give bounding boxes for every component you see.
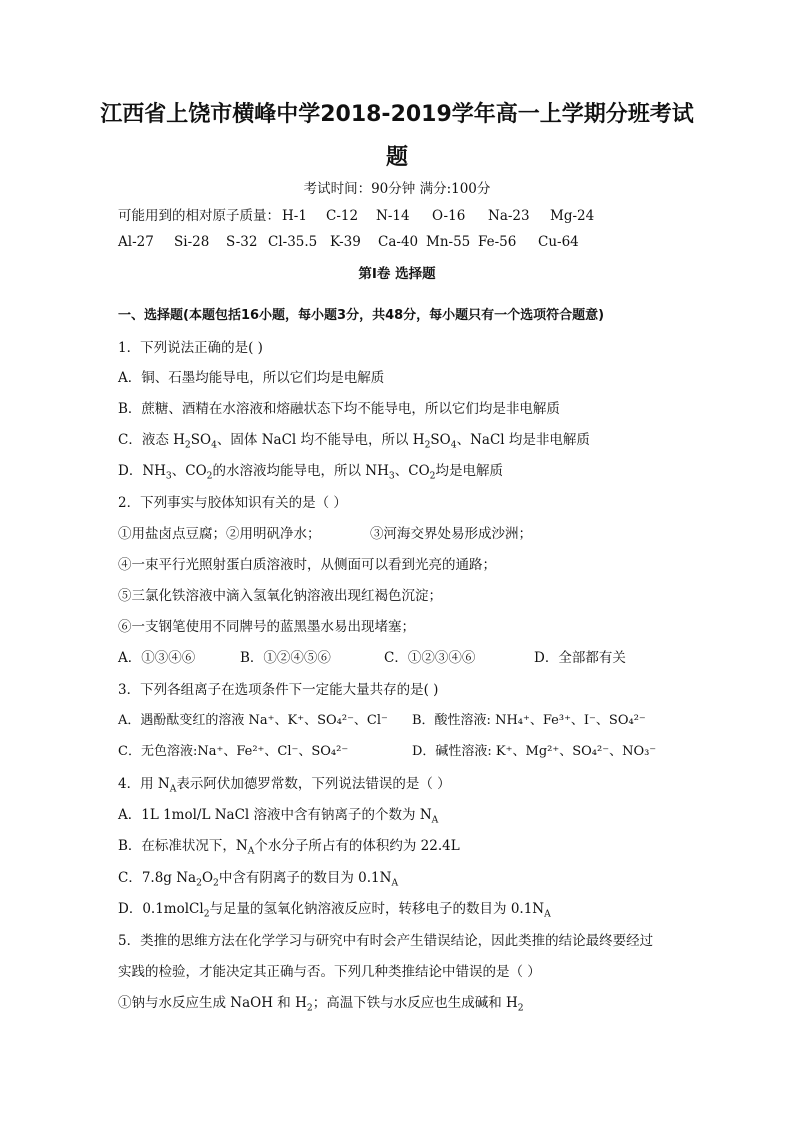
- atomic-mass: K-39: [330, 234, 361, 250]
- atomic-masses-row2: [118, 233, 579, 251]
- q2-item-5: ⑤三氯化铁溶液中滴入氢氧化钠溶液出现红褐色沉淀；: [118, 588, 442, 604]
- text: SO: [190, 432, 212, 448]
- q4-option-d: [118, 900, 551, 918]
- atomic-mass: Cl-35.5: [268, 234, 318, 250]
- exam-title-line1: 江西省上饶市横峰中学2018-2019学年高一上学期分班考试: [100, 102, 694, 127]
- text: 的水溶液均能导电，所以 NH: [212, 463, 389, 479]
- exam-info: 考试时间：90分钟 满分:100分: [303, 181, 491, 197]
- atomic-mass: Si-28: [174, 234, 210, 250]
- q2-option-b: B．①②④⑤⑥: [240, 650, 331, 666]
- subscript: 2: [429, 470, 436, 482]
- atomic-mass: Cu-64: [538, 234, 579, 250]
- text: 表示阿伏加德罗常数，下列说法错误的是（ ）: [176, 776, 451, 792]
- subscript: A: [391, 877, 399, 889]
- subscript: A: [247, 845, 255, 857]
- text: 中含有阴离子的数目为 0.1N: [218, 870, 392, 886]
- text: O: [201, 870, 214, 886]
- atomic-masses-label: 可能用到的相对原子质量：: [118, 208, 280, 224]
- exam-title-line2: 题: [385, 145, 408, 170]
- q3-option-a: A．遇酚酞变红的溶液 Na⁺、K⁺、SO₄²⁻、Cl⁻: [118, 713, 388, 728]
- q3-option-b: B．酸性溶液: NH₄⁺、Fe³⁺、I⁻、SO₄²⁻: [412, 713, 646, 728]
- q2-item-1: [118, 525, 532, 543]
- subscript: 2: [184, 439, 191, 451]
- atomic-mass: S-32: [226, 234, 258, 250]
- q2-option-c: C．①②③④⑥: [384, 650, 476, 666]
- q2-stem: 2．下列事实与胶体知识有关的是（ ）: [118, 495, 347, 511]
- subscript: 4: [211, 439, 217, 451]
- atomic-mass: Al-27: [118, 234, 154, 250]
- atomic-mass: N-14: [376, 208, 410, 224]
- text: D．NH: [118, 463, 166, 479]
- q4-option-b: [118, 837, 460, 855]
- text: 、CO: [171, 463, 207, 479]
- q1-option-d: [118, 462, 503, 480]
- atomic-mass: Ca-40: [378, 234, 419, 250]
- q2-item-4: ④一束平行光照射蛋白质溶液时，从侧面可以看到光亮的通路；: [118, 557, 496, 573]
- atomic-mass: O-16: [432, 208, 466, 224]
- q2-item-6: ⑥一支钢笔使用不同牌号的蓝黑墨水易出现堵塞；: [118, 619, 415, 635]
- subscript: 2: [306, 1002, 313, 1014]
- subscript: 4: [450, 439, 457, 451]
- subscript: 2: [203, 908, 210, 920]
- q2-option-d: D．全部都有关: [534, 650, 626, 666]
- atomic-masses-row1: [118, 207, 594, 225]
- q5-item-1: [118, 994, 524, 1012]
- text: 、固体 NaCl 均不能导电，所以 H: [216, 432, 425, 448]
- q4-option-a: [118, 806, 438, 824]
- text: D．0.1molCl: [118, 901, 204, 917]
- subscript: A: [544, 908, 551, 920]
- text: B．在标准状况下，N: [118, 838, 248, 854]
- subscript: 2: [213, 877, 219, 889]
- q4-option-c: [118, 869, 398, 887]
- volume-heading: 第Ⅰ卷 选择题: [358, 266, 436, 282]
- subscript: 2: [206, 470, 213, 482]
- text: 、NaCl 均是非电解质: [456, 432, 590, 448]
- text: A．1L 1mol/L NaCl 溶液中含有钠离子的个数为 N: [118, 807, 432, 823]
- text: ；高温下铁与水反应也生成碱和 H: [312, 995, 518, 1011]
- q1-option-b: B．蔗糖、酒精在水溶液和熔融状态下均不能导电，所以它们均是非电解质: [118, 401, 560, 417]
- q4-stem: [118, 775, 451, 793]
- atomic-mass: Fe-56: [478, 234, 517, 250]
- text: SO: [430, 432, 451, 448]
- atomic-mass: Mg-24: [550, 208, 595, 224]
- subscript: 2: [517, 1002, 524, 1014]
- text: ①用盐卤点豆腐；②用明矾净水；: [118, 526, 321, 542]
- text: C．7.8g Na: [118, 870, 197, 886]
- subscript: A: [431, 814, 439, 826]
- q3-stem: 3．下列各组离子在选项条件下一定能大量共存的是( ): [118, 682, 439, 698]
- q2-option-a: A．①③④⑥: [118, 650, 196, 666]
- text: 4．用 N: [118, 776, 170, 792]
- text: ③河海交界处易形成沙洲；: [370, 526, 532, 542]
- atomic-mass: Mn-55: [426, 234, 471, 250]
- text: 、CO: [394, 463, 430, 479]
- atomic-mass: C-12: [326, 208, 359, 224]
- text: 均是电解质: [435, 463, 503, 479]
- text: ①钠与水反应生成 NaOH 和 H: [118, 995, 307, 1011]
- text: 个水分子所占有的体积约为 22.4L: [254, 838, 460, 854]
- q1-stem: 1．下列说法正确的是( ): [118, 340, 263, 356]
- subscript: 3: [388, 470, 395, 482]
- atomic-mass: H-1: [282, 208, 307, 224]
- q3-options-ab: [118, 712, 646, 730]
- q5-stem-line1: 5．类推的思维方法在化学学习与研究中有时会产生错误结论，因此类推的结论最终要经过: [118, 933, 654, 949]
- q3-options-cd: [118, 743, 656, 761]
- subscript: 3: [165, 470, 172, 482]
- q1-option-c: [118, 431, 590, 449]
- subscript: 2: [196, 877, 202, 889]
- q3-option-d: D．碱性溶液: K⁺、Mg²⁺、SO₄²⁻、NO₃⁻: [412, 744, 657, 759]
- q1-option-a: A．铜、石墨均能导电，所以它们均是电解质: [118, 370, 385, 386]
- q5-stem-line2: 实践的检验，才能决定其正确与否。下列几种类推结论中错误的是（ ）: [118, 964, 541, 980]
- section-heading: 一、选择题(本题包括16小题，每小题3分，共48分，每小题只有一个选项符合题意): [118, 308, 605, 323]
- subscript: A: [169, 783, 177, 795]
- atomic-mass: Na-23: [488, 208, 530, 224]
- q2-options: [118, 649, 626, 667]
- text: C．液态 H: [118, 432, 185, 448]
- text: 与足量的氢氧化钠溶液反应时，转移电子的数目为 0.1N: [209, 901, 545, 917]
- q3-option-c: C．无色溶液:Na⁺、Fe²⁺、Cl⁻、SO₄²⁻: [118, 744, 349, 759]
- subscript: 2: [424, 439, 431, 451]
